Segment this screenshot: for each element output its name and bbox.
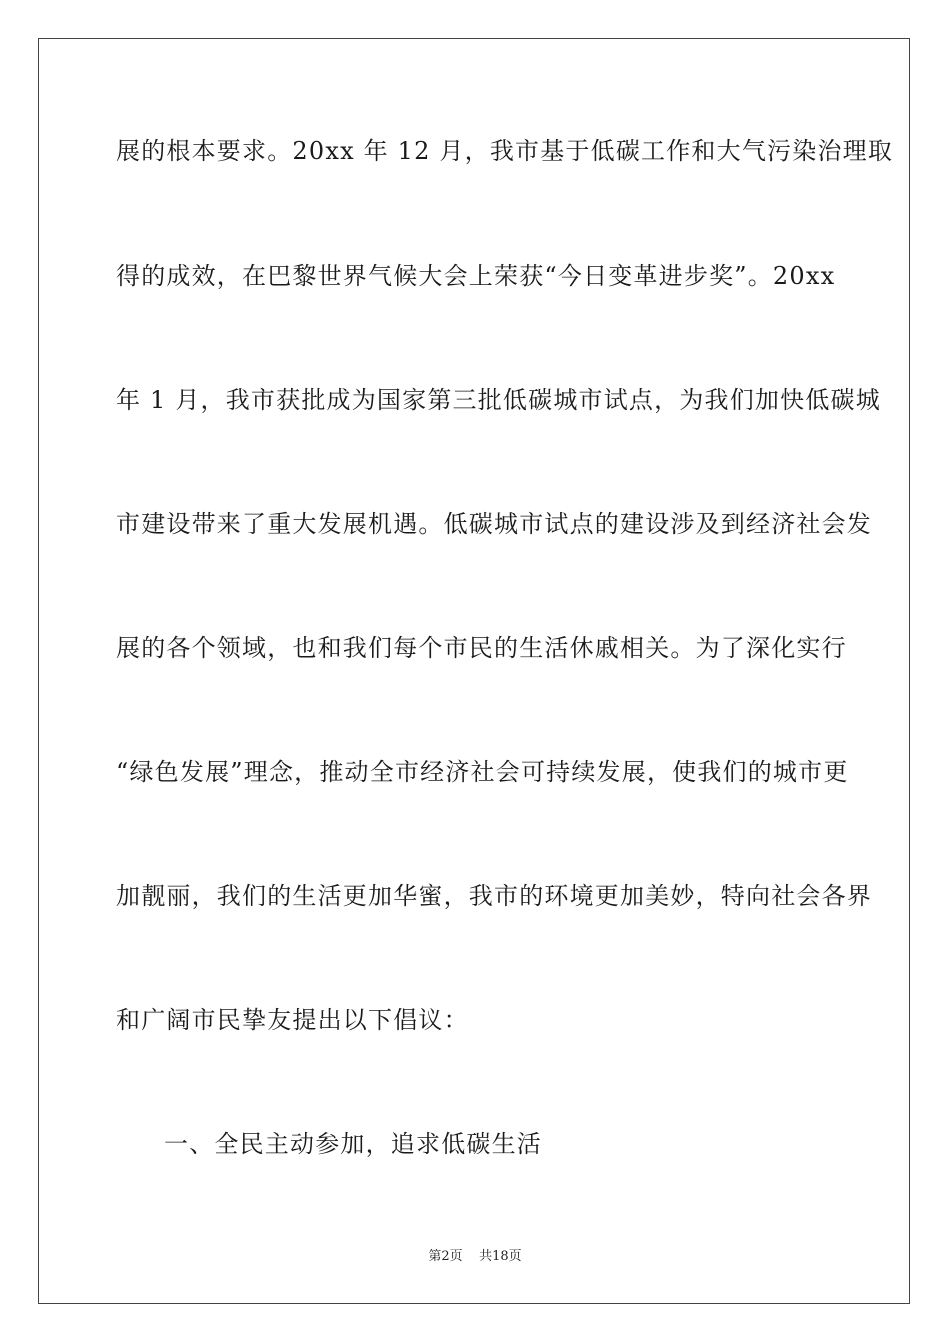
- body-text-line: 和广阔市民挚友提出以下倡议：: [116, 1006, 469, 1034]
- current-page-label: 第2页: [428, 1249, 463, 1264]
- body-text-line: 展的各个领域，也和我们每个市民的生活休戚相关。为了深化实行: [116, 634, 847, 662]
- body-text-line: 得的成效，在巴黎世界气候大会上荣获“今日变革进步奖”。20xx: [116, 262, 836, 290]
- body-text-line: 展的根本要求。20xx 年 12 月，我市基于低碳工作和大气污染治理取: [116, 137, 894, 165]
- body-text-line: “绿色发展”理念，推动全市经济社会可持续发展，使我们的城市更: [116, 758, 849, 786]
- page-border: [38, 38, 910, 1304]
- page-footer: [0, 1248, 950, 1266]
- body-text-line: 年 1 月，我市获批成为国家第三批低碳城市试点，为我们加快低碳城: [116, 386, 881, 414]
- total-pages-label: 共18页: [479, 1249, 522, 1264]
- body-text-line: 加靓丽，我们的生活更加华蜜，我市的环境更加美妙，特向社会各界: [116, 882, 872, 910]
- section-heading: 一、全民主动参加，追求低碳生活: [164, 1130, 542, 1158]
- body-text-line: 市建设带来了重大发展机遇。低碳城市试点的建设涉及到经济社会发: [116, 510, 872, 538]
